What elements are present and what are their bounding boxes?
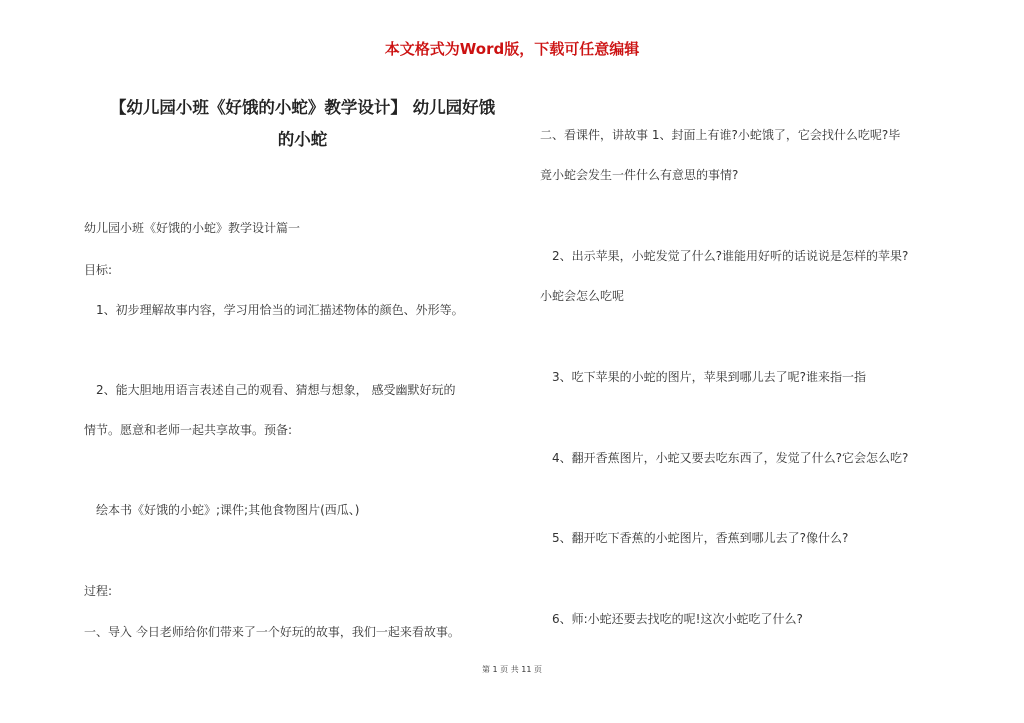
process-label: 过程:	[84, 584, 113, 598]
step-2-continued: 竟小蛇会发生一件什么有意思的事情?	[540, 168, 739, 182]
goal-item-2: 2、能大胆地用语言表述自己的观看、猜想与想象， 感受幽默好玩的	[96, 383, 456, 397]
page-number: 第 1 页 共 11 页	[482, 665, 542, 674]
section-heading: 幼儿园小班《好饿的小蛇》教学设计篇一	[84, 221, 301, 235]
goal-item-2-continued: 情节。愿意和老师一起共享故事。预备:	[84, 423, 293, 437]
title-line-1: 【幼儿园小班《好饿的小蛇》教学设计】 幼儿园好饿	[109, 98, 496, 117]
title-line-2: 的小蛇	[277, 130, 328, 149]
materials-paragraph: 绘本书《好饿的小蛇》;课件;其他食物图片(西瓜、)	[96, 503, 360, 517]
step-2-item-2-continued: 小蛇会怎么吃呢	[540, 289, 625, 303]
step-2-item-5: 5、翻开吃下香蕉的小蛇图片，香蕉到哪儿去了?像什么?	[552, 531, 849, 545]
step-2-item-6: 6、师:小蛇还要去找吃的呢!这次小蛇吃了什么?	[552, 612, 803, 626]
goals-label: 目标:	[84, 263, 113, 277]
intro-step: 一、导入 今日老师给你们带来了一个好玩的故事，我们一起来看故事。	[84, 625, 460, 639]
goal-item-1: 1、初步理解故事内容，学习用恰当的词汇描述物体的颜色、外形等。	[96, 303, 464, 317]
step-2-item-2: 2、出示苹果，小蛇发觉了什么?谁能用好听的话说说是怎样的苹果?	[552, 249, 909, 263]
step-2-heading: 二、看课件，讲故事 1、封面上有谁?小蛇饿了，它会找什么吃呢?毕	[540, 128, 901, 142]
step-2-item-4: 4、翻开香蕉图片，小蛇又要去吃东西了，发觉了什么?它会怎么吃?	[552, 451, 909, 465]
step-2-item-3: 3、吃下苹果的小蛇的图片，苹果到哪儿去了呢?谁来指一指	[552, 370, 867, 384]
document-title	[75, 92, 530, 156]
edit-notice-banner: 本文格式为Word版，下载可任意编辑	[384, 40, 640, 58]
